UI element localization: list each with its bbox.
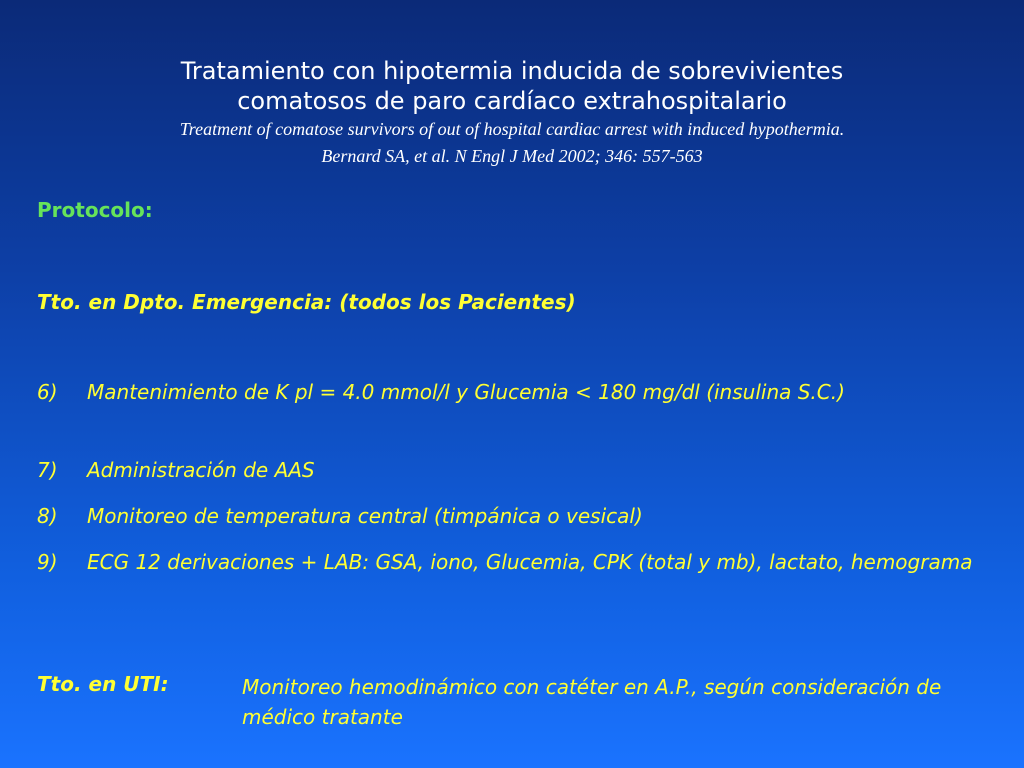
list-item-text: Monitoreo de temperatura central (timpánica o vesical) — [87, 504, 643, 528]
list-item-number: 8) — [37, 504, 58, 528]
title-line-1: Tratamiento con hipotermia inducida de sobrevivientes — [180, 57, 844, 85]
protocol-label: Protocolo: — [37, 198, 153, 222]
list-item-text: Administración de AAS — [87, 458, 315, 482]
emergency-heading: Tto. en Dpto. Emergencia: (todos los Pacientes) — [37, 290, 576, 314]
list-item — [37, 548, 1007, 577]
title-block — [40, 56, 984, 170]
citation: Bernard SA, et al. N Engl J Med 2002; 346: 557-563 — [321, 146, 703, 166]
list-item — [37, 502, 1007, 531]
list-item — [37, 378, 1007, 407]
list-item — [37, 456, 1007, 485]
reference-english-title: Treatment of comatose survivors of out of hospital cardiac arrest with induced hypothermia. — [179, 119, 845, 139]
title-line-2: comatosos de paro cardíaco extrahospitalario — [237, 87, 787, 115]
uti-label: Tto. en UTI: — [37, 672, 169, 696]
list-item-number: 7) — [37, 458, 58, 482]
uti-text: Monitoreo hemodinámico con catéter en A.P., según consideración de médico tratante — [242, 675, 942, 729]
list-item-text: Mantenimiento de K pl = 4.0 mmol/l y Glucemia < 180 mg/dl (insulina S.C.) — [87, 380, 845, 404]
list-item-number: 6) — [37, 380, 58, 404]
list-item-number: 9) — [37, 550, 58, 574]
list-item-text: ECG 12 derivaciones + LAB: GSA, iono, Glucemia, CPK (total y mb), lactato, hemograma — [87, 550, 973, 574]
